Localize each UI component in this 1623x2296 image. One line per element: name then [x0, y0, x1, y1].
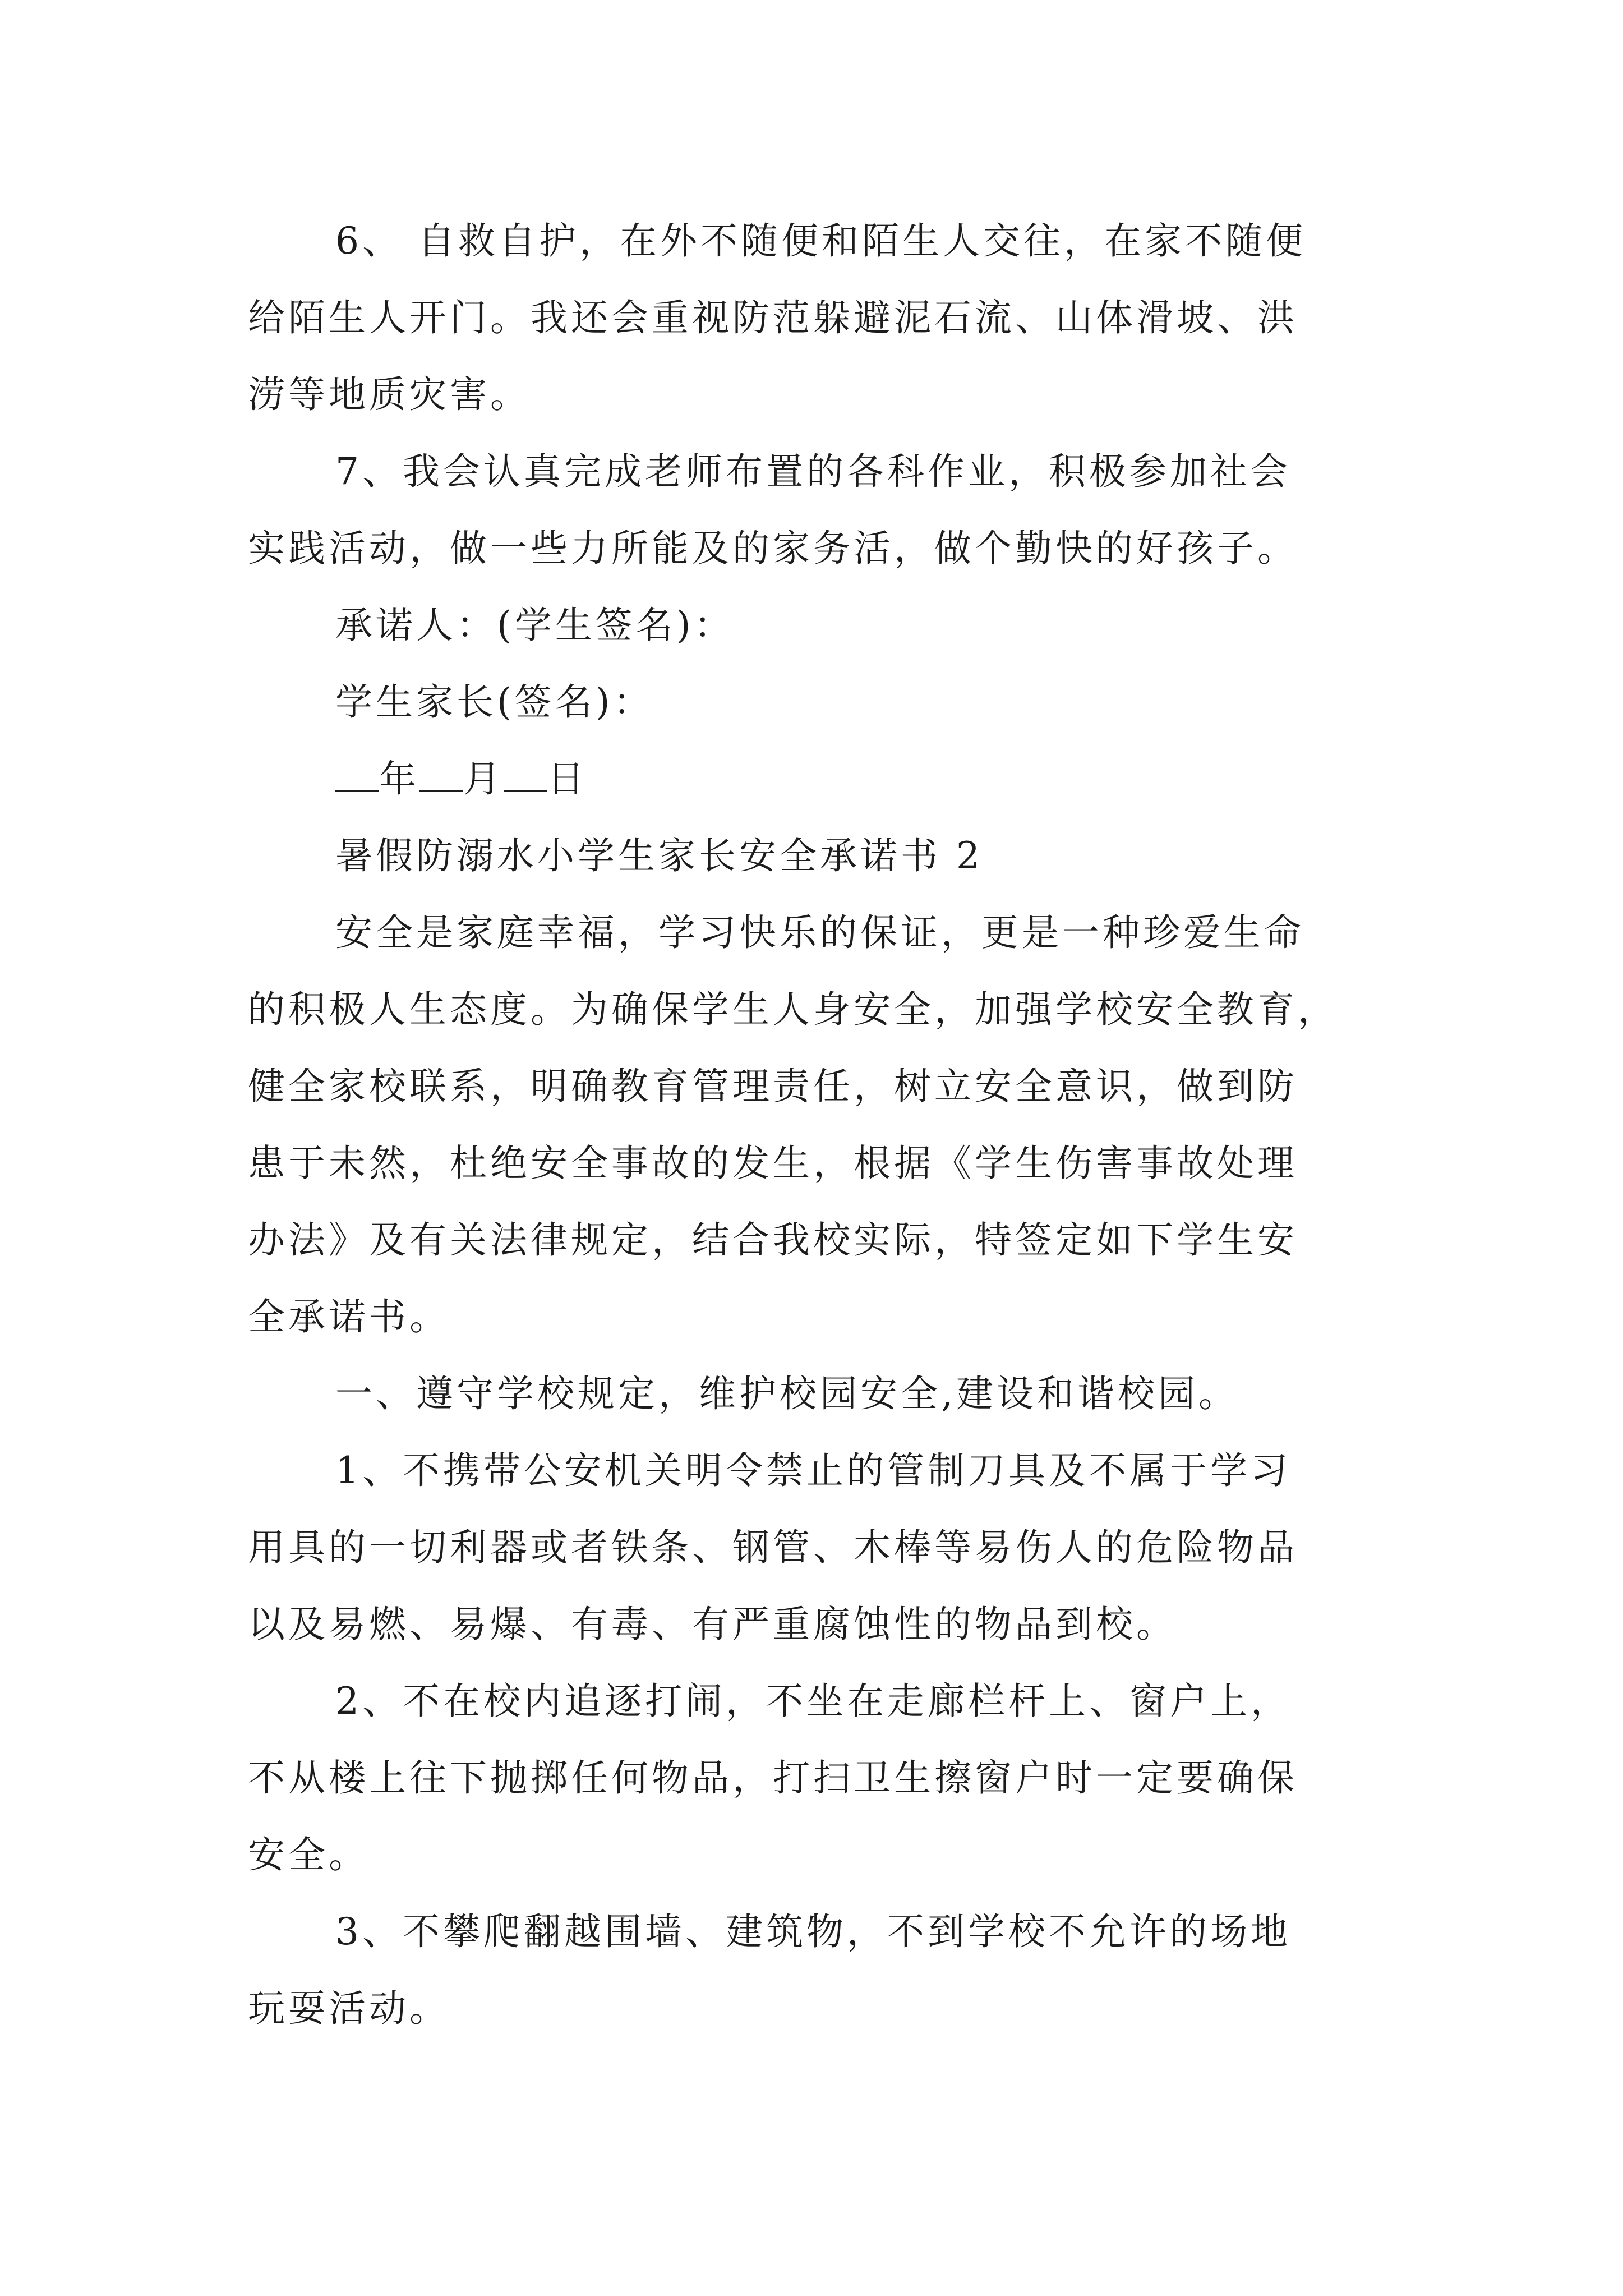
item-6-line-1: 6、 自救自护，在外不随便和陌生人交往，在家不随便: [335, 219, 1306, 263]
item-6-line-2: 给陌生人开门。我还会重视防范躲避泥石流、山体滑坡、洪: [248, 296, 1298, 339]
parent-signature-label: 学生家长(签名)：: [335, 680, 654, 724]
intro-line-2: 的积极人生态度。为确保学生人身安全，加强学校安全教育，: [248, 988, 1338, 1031]
student-signature-label: 承诺人：(学生签名)：: [335, 604, 735, 647]
intro-line-6: 全承诺书。: [248, 1295, 450, 1338]
section-title: 暑假防溺水小学生家长安全承诺书 2: [335, 834, 983, 877]
rule-3-line-2: 玩耍活动。: [248, 1987, 450, 2030]
intro-line-5: 办法》及有关法律规定，结合我校实际，特签定如下学生安: [248, 1218, 1298, 1262]
month-blank: [419, 757, 463, 792]
month-label: 月: [463, 757, 504, 800]
item-7-line-1: 7、我会认真完成老师布置的各科作业，积极参加社会: [335, 450, 1291, 493]
intro-line-3: 健全家校联系，明确教育管理责任，树立安全意识，做到防: [248, 1065, 1298, 1108]
year-label: 年: [379, 757, 419, 800]
item-6-line-3: 涝等地质灾害。: [248, 373, 531, 416]
rule-2-line-2: 不从楼上往下抛掷任何物品，打扫卫生擦窗户时一定要确保: [248, 1756, 1298, 1800]
rule-1-line-1: 1、不携带公安机关明令禁止的管制刀具及不属于学习: [335, 1449, 1291, 1492]
rule-1-line-2: 用具的一切利器或者铁条、钢管、木棒等易伤人的危险物品: [248, 1526, 1298, 1569]
signature-date: [335, 754, 588, 804]
intro-line-4: 患于未然，杜绝安全事故的发生，根据《学生伤害事故处理: [248, 1142, 1298, 1185]
day-label: 日: [547, 757, 588, 800]
rule-3-line-1: 3、不攀爬翻越围墙、建筑物，不到学校不允许的场地: [335, 1910, 1291, 1953]
item-7-line-2: 实践活动，做一些力所能及的家务活，做个勤快的好孩子。: [248, 527, 1298, 570]
rule-1-line-3: 以及易燃、易爆、有毒、有严重腐蚀性的物品到校。: [248, 1603, 1177, 1646]
rule-2-line-1: 2、不在校内追逐打闹，不坐在走廊栏杆上、窗户上，: [335, 1680, 1291, 1723]
year-blank: [335, 757, 379, 792]
rule-heading-1: 一、遵守学校规定，维护校园安全,建设和谐校园。: [335, 1372, 1239, 1415]
rule-2-line-3: 安全。: [248, 1833, 369, 1876]
day-blank: [504, 757, 547, 792]
intro-line-1: 安全是家庭幸福，学习快乐的保证，更是一种珍爱生命: [335, 911, 1304, 954]
